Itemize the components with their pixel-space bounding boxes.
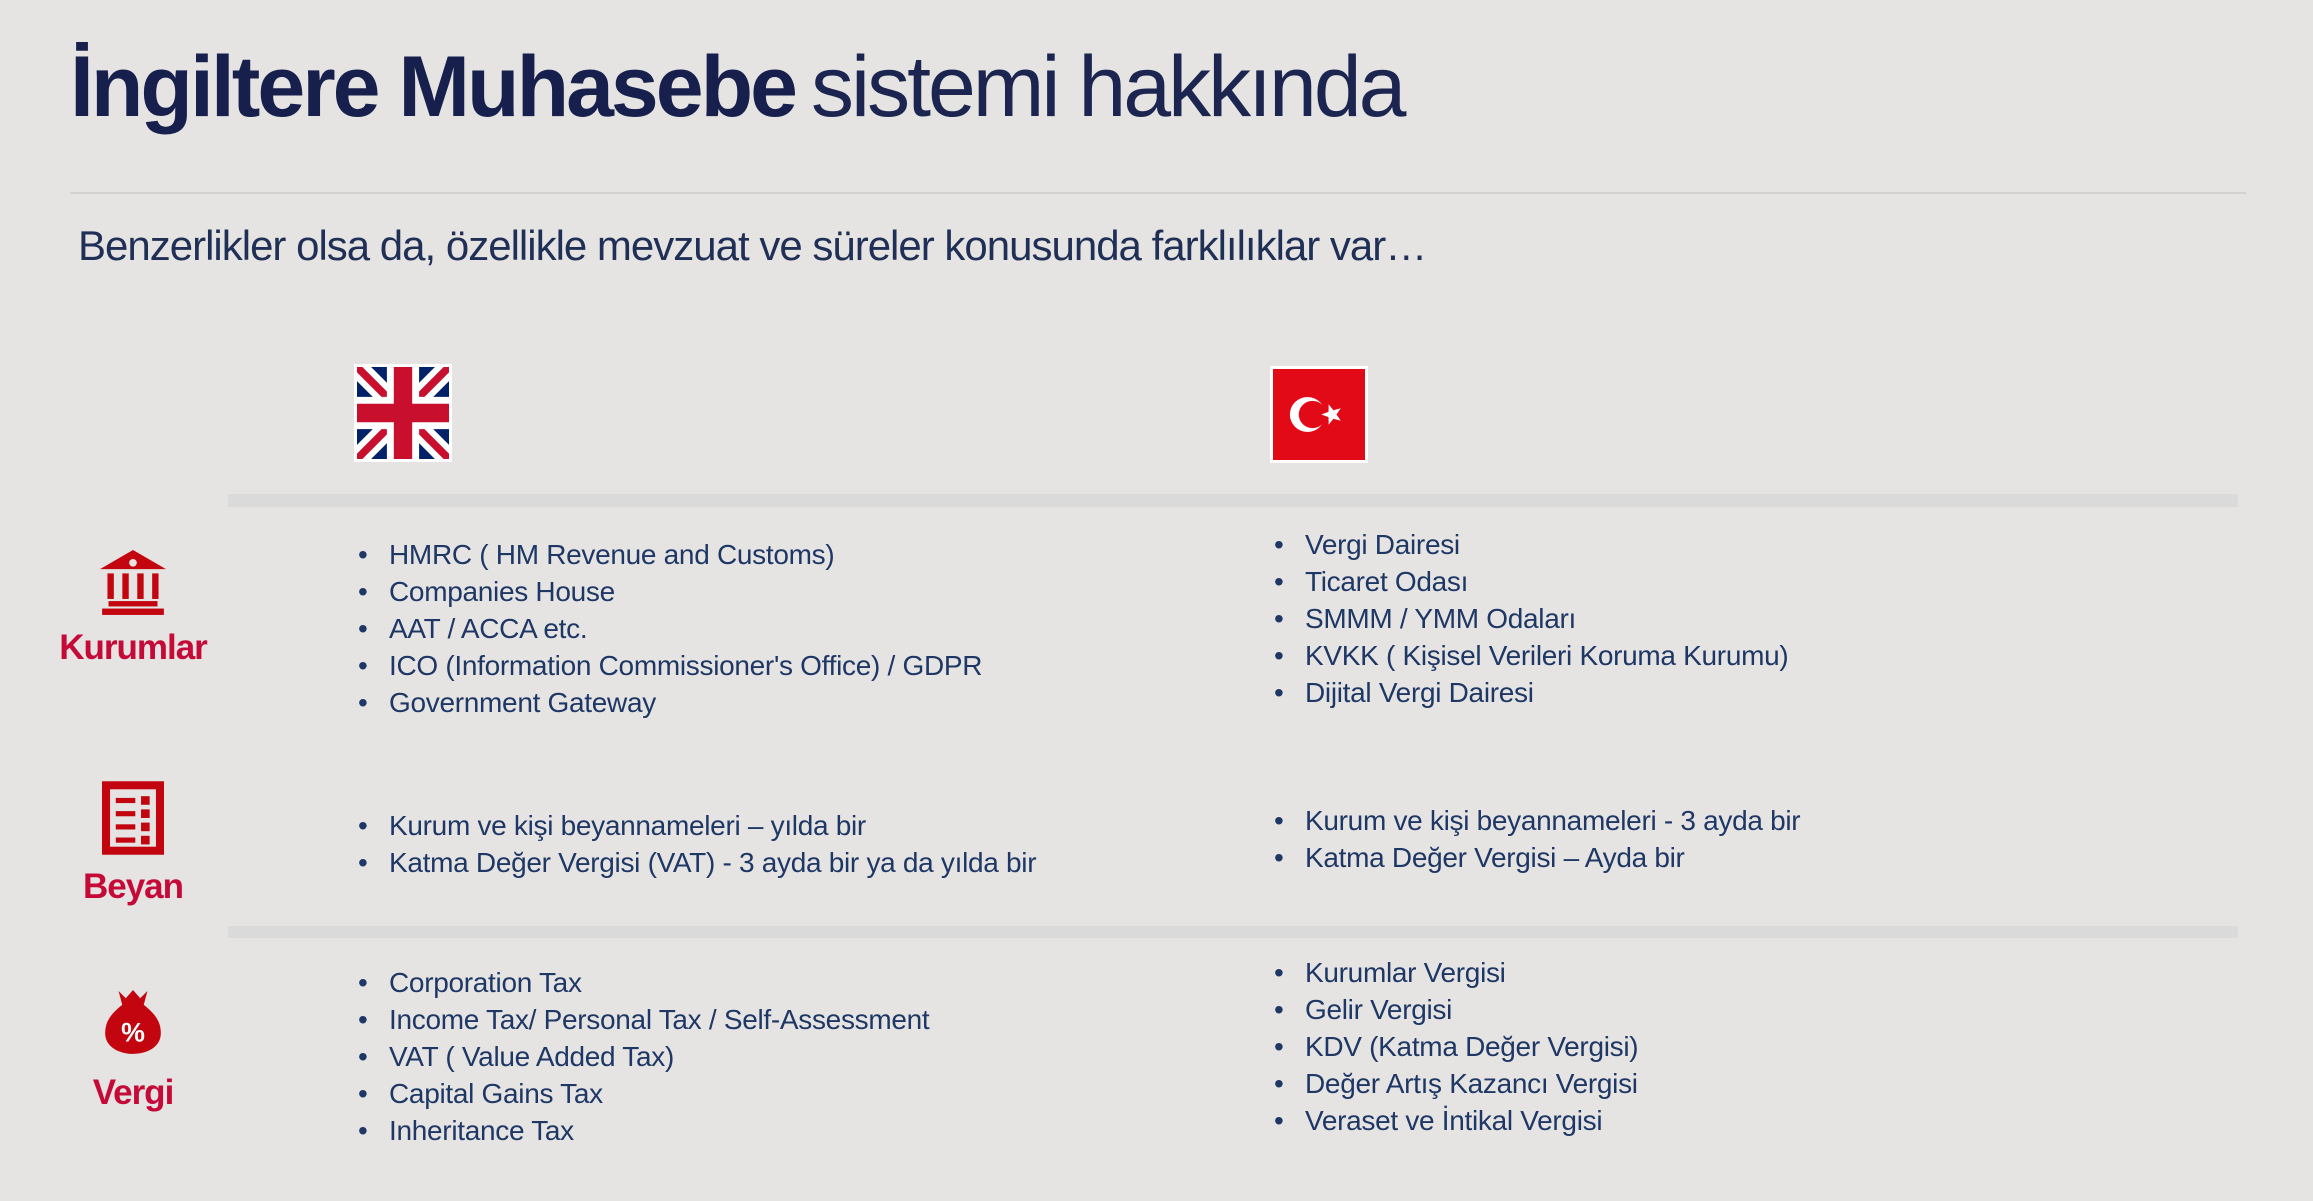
vergi-uk-list: [356, 964, 929, 1149]
kurumlar-uk-list: [356, 536, 982, 721]
list-item: • Kurumlar Vergisi: [1272, 954, 1638, 991]
vergi-tr-list: [1272, 954, 1638, 1139]
declaration-form-icon: [102, 781, 164, 855]
section-divider-top: [228, 494, 2238, 507]
list-item: • ICO (Information Commissioner's Office) / GDPR: [356, 647, 982, 684]
list-item: • SMMM / YMM Odaları: [1272, 600, 1788, 637]
list-item: • Income Tax/ Personal Tax / Self-Assessment: [356, 1001, 929, 1038]
list-item: • Ticaret Odası: [1272, 563, 1788, 600]
percent-glyph: %: [121, 1017, 145, 1048]
list-item: • VAT ( Value Added Tax): [356, 1038, 929, 1075]
list-item: • HMRC ( HM Revenue and Customs): [356, 536, 982, 573]
page-title-bold: İngiltere Muhasebe: [70, 39, 795, 135]
kurumlar-category: [37, 550, 229, 668]
bank-building-icon: [96, 550, 170, 616]
beyan-category: [37, 781, 229, 907]
list-item: • AAT / ACCA etc.: [356, 610, 982, 647]
page-title: [70, 38, 1403, 137]
list-item: • Government Gateway: [356, 684, 982, 721]
uk-flag-icon: [354, 364, 452, 462]
list-item: • Dijital Vergi Dairesi: [1272, 674, 1788, 711]
list-item: • Gelir Vergisi: [1272, 991, 1638, 1028]
list-item: • Değer Artış Kazancı Vergisi: [1272, 1065, 1638, 1102]
list-item: • Capital Gains Tax: [356, 1075, 929, 1112]
list-item: • KVKK ( Kişisel Verileri Koruma Kurumu): [1272, 637, 1788, 674]
beyan-label: Beyan: [82, 867, 184, 906]
list-item: • Katma Değer Vergisi – Ayda bir: [1272, 839, 1800, 876]
title-divider: [70, 192, 2246, 194]
beyan-tr-list: [1272, 802, 1800, 876]
section-divider-bottom: [228, 926, 2238, 938]
turkey-flag: [1273, 369, 1365, 460]
list-item: • KDV (Katma Değer Vergisi): [1272, 1028, 1638, 1065]
money-bag-percent-icon: [99, 985, 167, 1061]
vergi-label: Vergi: [92, 1073, 174, 1112]
list-item: • Veraset ve İntikal Vergisi: [1272, 1102, 1638, 1139]
union-jack-flag: [357, 367, 449, 459]
list-item: • Vergi Dairesi: [1272, 526, 1788, 563]
list-item: • Corporation Tax: [356, 964, 929, 1001]
list-item: • Inheritance Tax: [356, 1112, 929, 1149]
list-item: • Companies House: [356, 573, 982, 610]
turkey-flag-icon: [1270, 366, 1368, 463]
list-item: • Kurum ve kişi beyannameleri – yılda bir: [356, 807, 1036, 844]
beyan-uk-list: [356, 807, 1036, 881]
list-item: • Kurum ve kişi beyannameleri - 3 ayda bir: [1272, 802, 1800, 839]
kurumlar-tr-list: [1272, 526, 1788, 711]
subtitle: Benzerlikler olsa da, özellikle mevzuat ve süreler konusunda farklılıklar var…: [78, 222, 1427, 269]
page-title-light: sistemi hakkında: [810, 39, 1404, 135]
list-item: • Katma Değer Vergisi (VAT) - 3 ayda bir ya da yılda bir: [356, 844, 1036, 881]
kurumlar-label: Kurumlar: [59, 628, 207, 667]
vergi-category: [37, 985, 229, 1113]
